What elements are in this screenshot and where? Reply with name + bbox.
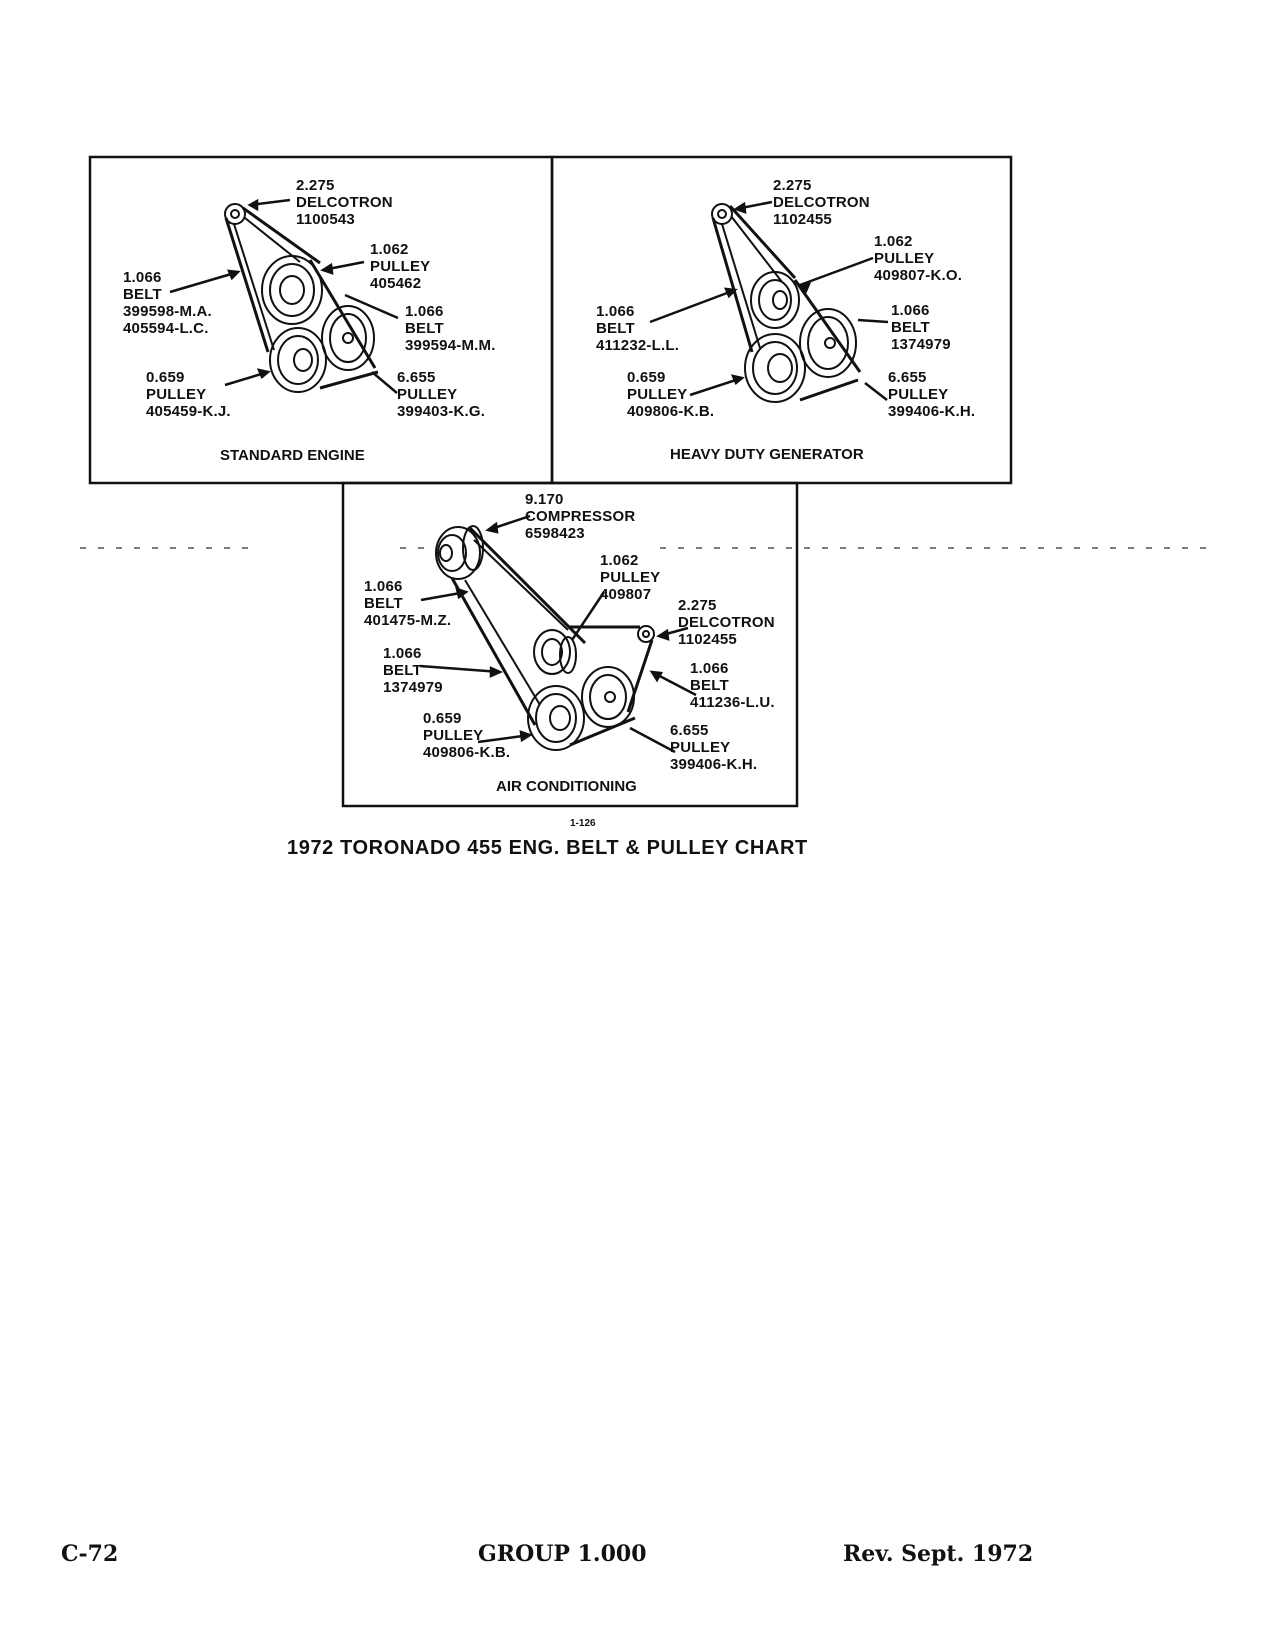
- page-number: C-72: [61, 1541, 119, 1567]
- ac-right-pulley-label: 6.655 PULLEY 399406-K.H.: [670, 722, 758, 773]
- std-left-belt-label: 1.066 BELT 399598-M.A. 405594-L.C.: [123, 269, 212, 337]
- heavy-duty-caption: HEAVY DUTY GENERATOR: [670, 446, 864, 463]
- hd-delcotron-label: 2.275 DELCOTRON 1102455: [773, 177, 870, 228]
- air-conditioning-caption: AIR CONDITIONING: [496, 778, 637, 795]
- ac-upper-pulley-label: 1.062 PULLEY 409807: [600, 552, 661, 603]
- std-lower-pulley-label: 0.659 PULLEY 405459-K.J.: [146, 369, 231, 420]
- heavy-duty-drawing: [712, 204, 860, 402]
- hd-left-belt-label: 1.066 BELT 411232-L.L.: [596, 303, 680, 354]
- hd-right-pulley-label: 6.655 PULLEY 399406-K.H.: [888, 369, 976, 420]
- hd-upper-pulley-label: 1.062 PULLEY 409807-K.O.: [874, 233, 963, 284]
- ac-lower-pulley-label: 0.659 PULLEY 409806-K.B.: [423, 710, 511, 761]
- ac-compressor-label: 9.170 COMPRESSOR 6598423: [525, 491, 636, 542]
- std-right-pulley-label: 6.655 PULLEY 399403-K.G.: [397, 369, 486, 420]
- std-right-belt-label: 1.066 BELT 399594-M.M.: [405, 303, 496, 354]
- ac-belt-b-label: 1.066 BELT 1374979: [383, 645, 443, 696]
- revision-label: Rev. Sept. 1972: [843, 1541, 1034, 1567]
- std-delcotron-label: 2.275 DELCOTRON 1100543: [296, 177, 393, 228]
- hd-right-belt-label: 1.066 BELT 1374979: [891, 302, 951, 353]
- std-upper-pulley-label: 1.062 PULLEY 405462: [370, 241, 431, 292]
- ac-delcotron-label: 2.275 DELCOTRON 1102455: [678, 597, 775, 648]
- hd-lower-pulley-label: 0.659 PULLEY 409806-K.B.: [627, 369, 715, 420]
- figure-id: 1-126: [570, 818, 596, 829]
- group-label: GROUP 1.000: [478, 1541, 647, 1567]
- ac-belt-a-label: 1.066 BELT 401475-M.Z.: [364, 578, 452, 629]
- ac-belt-c-label: 1.066 BELT 411236-L.U.: [690, 660, 775, 711]
- chart-title: 1972 TORONADO 455 ENG. BELT & PULLEY CHART: [287, 837, 808, 859]
- standard-engine-caption: STANDARD ENGINE: [220, 447, 365, 464]
